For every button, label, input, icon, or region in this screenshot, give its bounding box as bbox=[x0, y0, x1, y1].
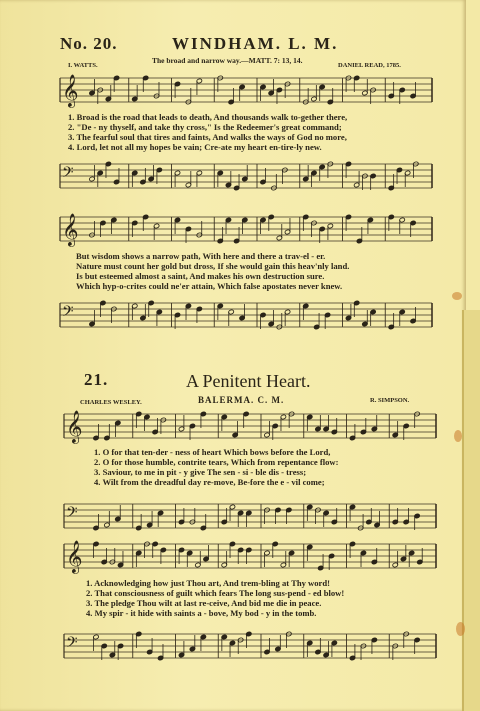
verse-line: 1. Broad is the road that leads to death, And thousands walk to-gether there, bbox=[68, 112, 348, 122]
music-staff-treble bbox=[60, 213, 432, 249]
music-staff-treble bbox=[60, 74, 432, 110]
verse-lines bbox=[94, 447, 339, 487]
verse-line: 4. Lord, let not all my hopes be vain; Cre-ate my heart en-tire-ly new. bbox=[68, 142, 322, 152]
hymn-title: WINDHAM. L. M. bbox=[172, 34, 339, 53]
music-staff-bass bbox=[64, 500, 436, 536]
hymn-number: No. 20. bbox=[60, 34, 118, 53]
verse-line: 4. My spir - it hide with saints a - bove, My bod - y in the tomb. bbox=[86, 608, 317, 618]
verse-line: 1. Acknowledging how just Thou art, And trem-bling at Thy word! bbox=[86, 578, 331, 588]
page-edge bbox=[462, 310, 480, 711]
author-words: CHARLES WESLEY. bbox=[80, 399, 142, 406]
bass-clef-icon: 𝄢 bbox=[62, 303, 74, 324]
verse-line: Is but esteemed almost a saint, And makes his own destruction sure. bbox=[76, 271, 325, 281]
verse-line: But wisdom shows a narrow path, With here and there a trav-el - er. bbox=[76, 251, 326, 261]
verse-line: 1. O for that ten-der - ness of heart Which bows before the Lord, bbox=[94, 447, 331, 457]
verse-line: 3. Saviour, to me in pit - y give The sen - si - ble dis - tress; bbox=[94, 467, 307, 477]
author-words: I. WATTS. bbox=[68, 62, 98, 69]
bass-clef-icon: 𝄢 bbox=[62, 164, 74, 185]
music-staff-bass bbox=[60, 299, 432, 335]
page-stain bbox=[456, 622, 465, 636]
verse-lines bbox=[68, 112, 347, 152]
verse-line: 4. Wilt from the dreadful day re-move, Be-fore the e - vil come; bbox=[94, 477, 325, 487]
verse-line: 2. That consciousness of guilt which fears The long sus-pend - ed blow! bbox=[86, 588, 345, 598]
music-staff-bass bbox=[60, 160, 432, 196]
music-staff-bass bbox=[64, 630, 436, 666]
verse-lines bbox=[76, 251, 349, 291]
author-music: DANIEL READ, 1785. bbox=[338, 62, 401, 69]
page-stain bbox=[454, 430, 462, 442]
treble-clef-icon: 𝄞 bbox=[62, 74, 79, 107]
bass-clef-icon: 𝄢 bbox=[66, 634, 78, 655]
verse-line: 3. The pledge Thou wilt at last re-ceive, And bid me die in peace. bbox=[86, 598, 322, 608]
author-music: R. SIMPSON. bbox=[370, 397, 410, 404]
verse-line: Nature must count her gold but dross, If she would gain this heav'nly land. bbox=[76, 261, 350, 271]
verse-line: 2. O for those humble, contrite tears, Which from repentance flow: bbox=[94, 457, 339, 467]
verse-line: 3. The fearful soul that tires and faints, And walks the ways of God no more, bbox=[68, 132, 347, 142]
music-staff-treble bbox=[64, 540, 436, 576]
verse-line: Which hyp-o-crites could ne'er attain, Which false apostates never knew. bbox=[76, 281, 343, 291]
scripture-reference: The broad and narrow way.—MATT. 7: 13, 14. bbox=[152, 56, 303, 65]
verse-lines bbox=[86, 578, 344, 618]
music-staff-treble bbox=[64, 410, 436, 446]
bass-clef-icon: 𝄢 bbox=[66, 504, 78, 525]
treble-clef-icon: 𝄞 bbox=[62, 213, 79, 246]
tune-name: BALERMA. C. M. bbox=[198, 395, 285, 405]
hymn-number: 21. bbox=[84, 370, 109, 389]
verse-line: 2. "De - ny thyself, and take thy cross," Is the Redeemer's great command; bbox=[68, 122, 342, 132]
treble-clef-icon: 𝄞 bbox=[66, 540, 83, 573]
treble-clef-icon: 𝄞 bbox=[66, 410, 83, 443]
page-stain bbox=[452, 292, 462, 300]
hymn-title: A Penitent Heart. bbox=[186, 371, 311, 391]
